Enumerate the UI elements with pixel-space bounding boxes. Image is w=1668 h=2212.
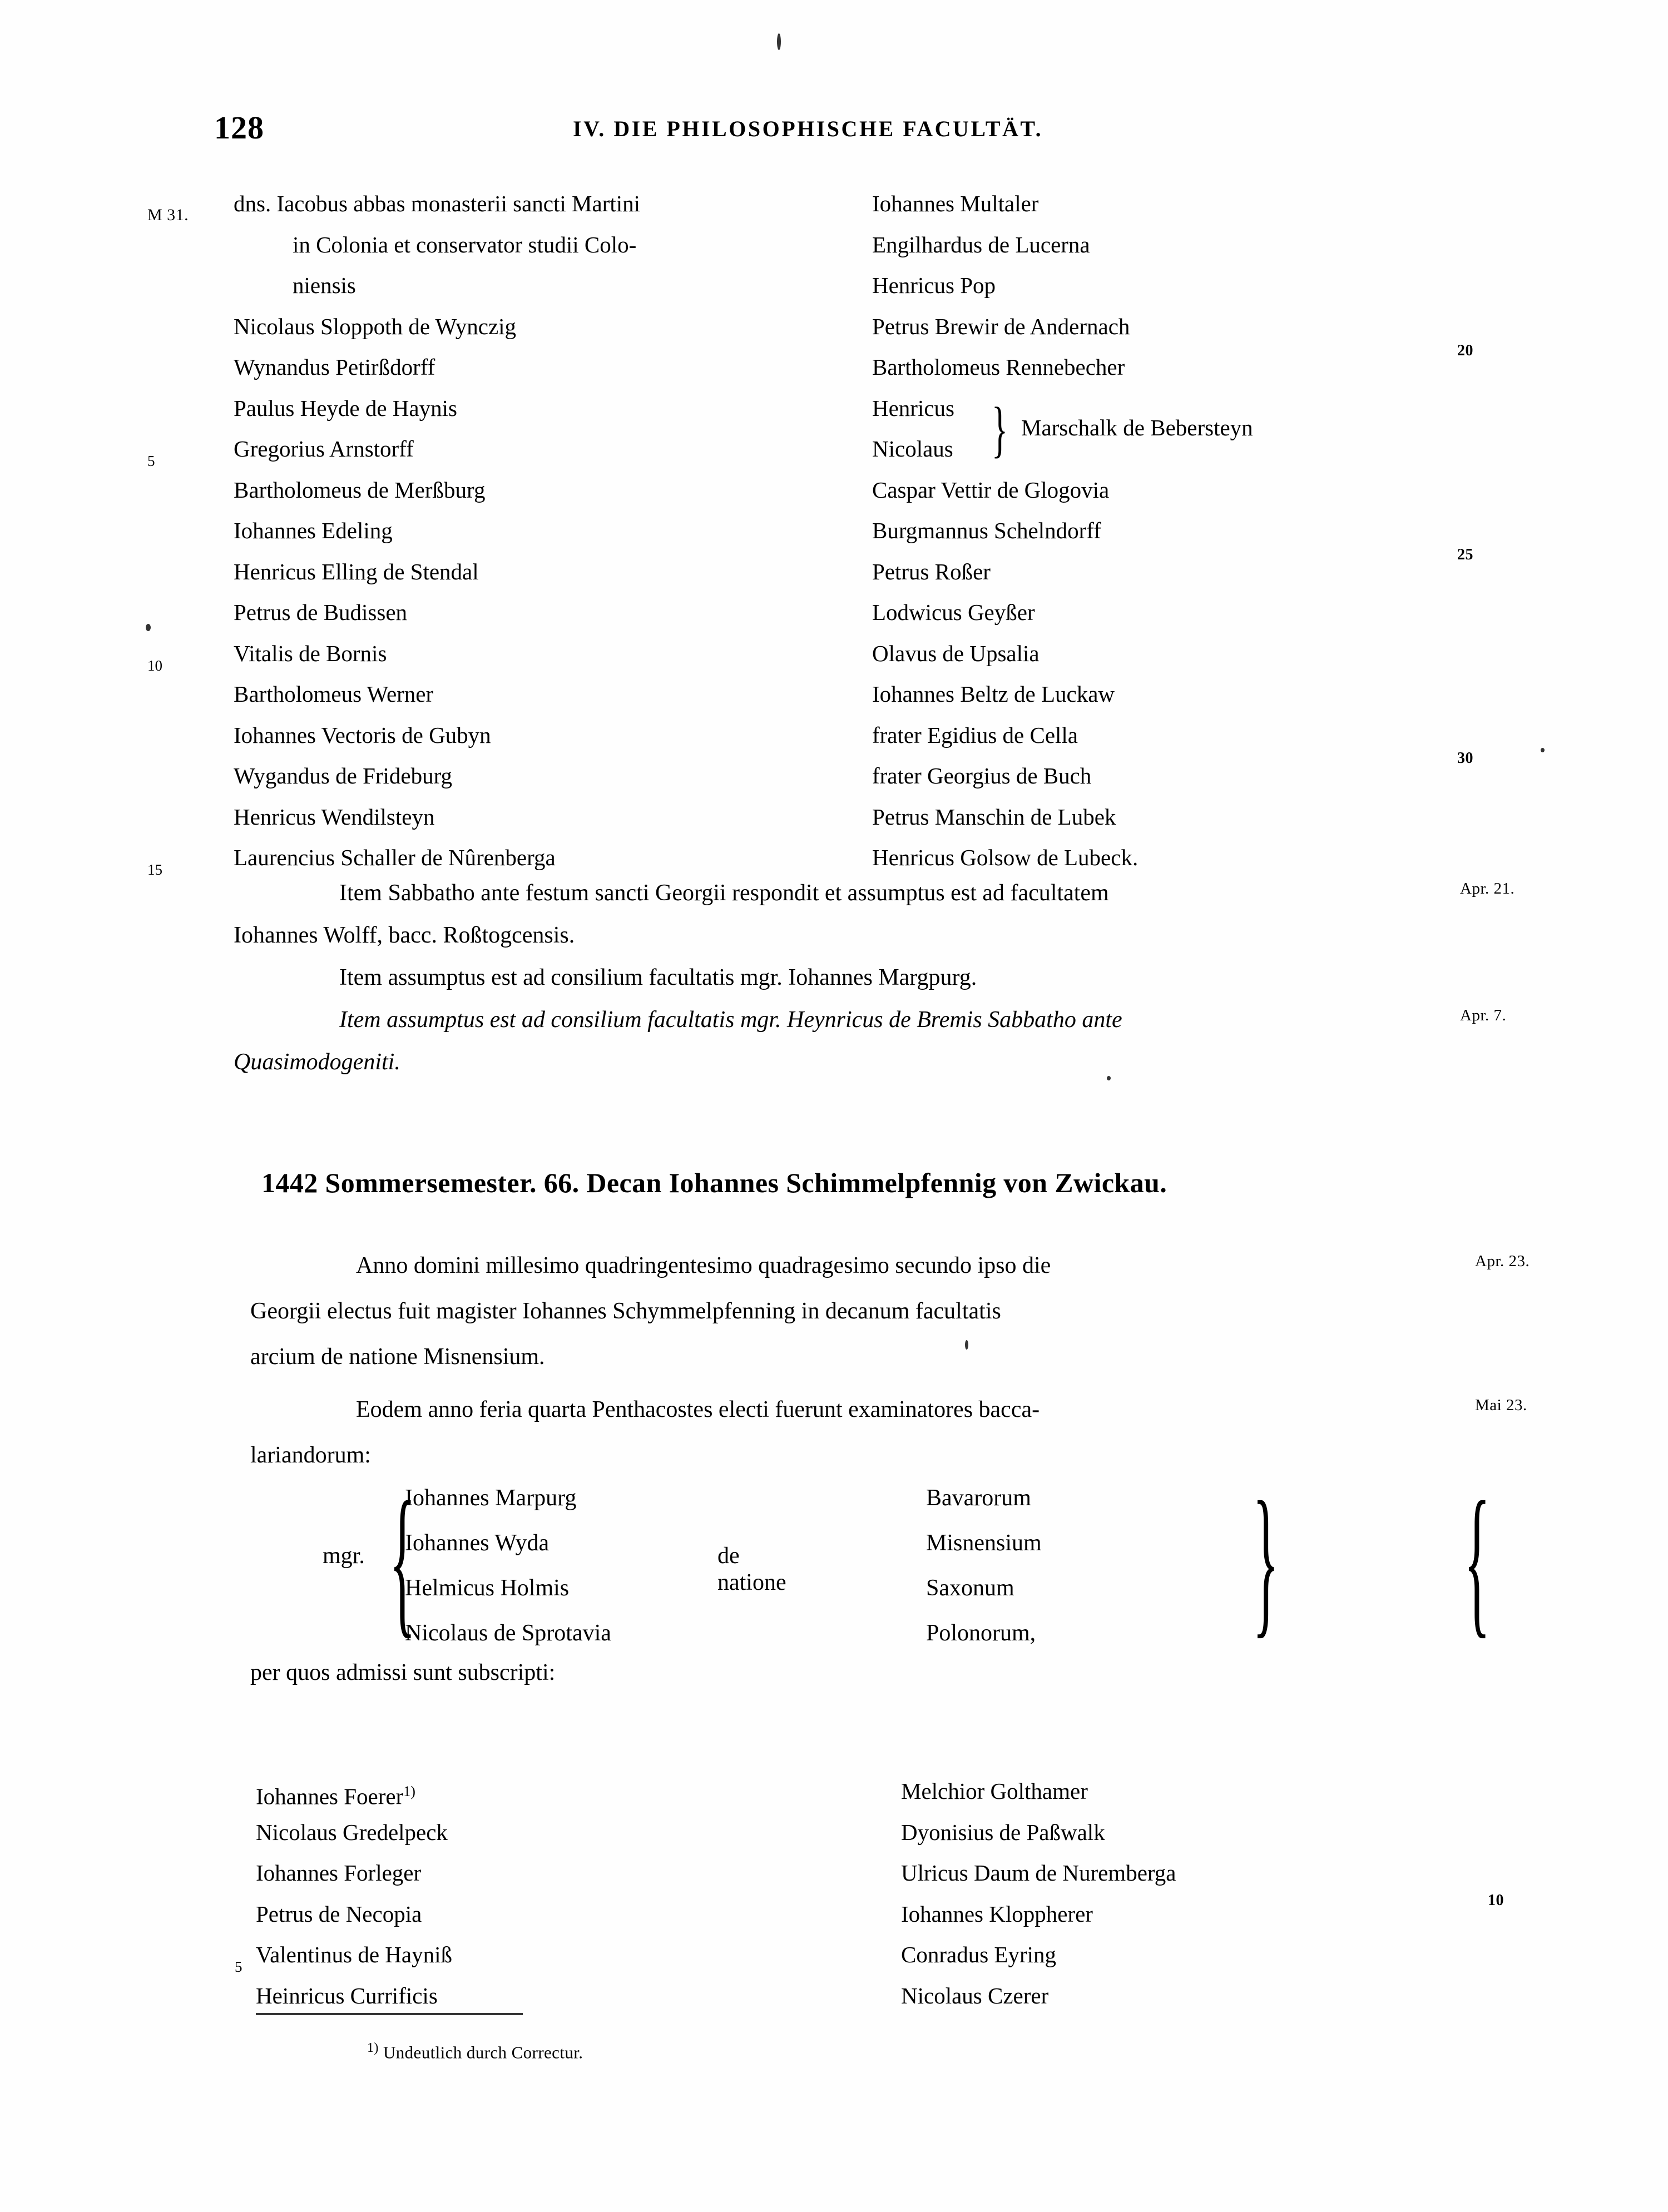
list-item-label: Bartholomeus Werner [234, 681, 434, 707]
list-item [872, 183, 1138, 225]
list-item [147, 183, 640, 225]
list-item [872, 306, 1138, 348]
list-item [872, 674, 1138, 715]
list-item-label: Laurencius Schaller de Nûrenberga [234, 845, 556, 870]
margin-line-number-25: 25 [1457, 546, 1473, 563]
paragraph-item-margpurg [234, 956, 1446, 999]
list-item-label: Burgmannus Schelndorff [872, 518, 1101, 543]
list-item [147, 633, 640, 674]
list-item-label: in Colonia et conservator studii Colo- [293, 231, 637, 257]
list-item-label: Iohannes Beltz de Luckaw [872, 681, 1115, 707]
nation-name: Saxonum [926, 1575, 1014, 1601]
list-item-label: Wynandus Petirßdorff [234, 354, 435, 380]
footnote-reference: 1) [403, 1783, 415, 1799]
brace-group-names [872, 388, 954, 470]
list-item-label: Iohannes Multaler [872, 191, 1039, 216]
list-item [872, 347, 1138, 388]
list-item-label: Henricus Wendilsteyn [234, 804, 435, 830]
curly-brace-open-icon: { [389, 1467, 416, 1652]
list-item [234, 756, 640, 797]
paragraph-text: Eodem anno feria quarta Penthacostes electi fuerunt examinatores bacca- [356, 1397, 1040, 1422]
paragraph-text: arcium de natione Misnensium. [250, 1344, 545, 1370]
list-item-label: Iohannes Foerer [256, 1783, 404, 1809]
list-item-label: Ulricus Daum de Nuremberga [901, 1860, 1176, 1886]
list-item-label: frater Georgius de Buch [872, 763, 1092, 788]
examiner-name: Iohannes Wyda [405, 1530, 550, 1556]
list-item [256, 1894, 452, 1935]
list-item [235, 1935, 452, 1976]
list-item-label: Bartholomeus de Merßburg [234, 477, 486, 503]
list-item [234, 797, 640, 838]
list-item [234, 225, 640, 266]
page-title: 1442 Sommersemester. 66. Decan Iohannes Schimmelpfennig von Zwickau. [261, 1167, 1167, 1198]
date-margin-apr-23: Apr. 23. [1475, 1252, 1530, 1270]
matriculation-list-left-column [147, 183, 640, 879]
list-item-label: Vitalis de Bornis [234, 640, 387, 666]
list-item [256, 1812, 452, 1853]
list-item-label: Iohannes Edeling [234, 518, 393, 543]
admitted-list-left-column [235, 1771, 452, 2016]
running-title: IV. DIE PHILOSOPHISCHE FACULTÄT. [573, 116, 1043, 141]
list-item-label: Iohannes Forleger [256, 1860, 422, 1886]
list-item [872, 633, 1138, 674]
list-item [901, 1771, 1176, 1812]
brace-group-surname: Marschalk de Bebersteyn [1021, 414, 1253, 440]
paragraph-item-heynricus-cont [234, 1041, 1446, 1083]
admitted-list-right-column [901, 1771, 1176, 2016]
footnote-mark: 1) [367, 2041, 379, 2055]
list-item [256, 1976, 452, 2017]
list-item-label: Caspar Vettir de Glogovia [872, 477, 1110, 503]
paragraph-text: Item assumptus est ad consilium facultatis mgr. Iohannes Margpurg. [339, 965, 977, 990]
list-item-label: Iohannes Vectoris de Gubyn [234, 722, 491, 748]
nation-name: Polonorum, [926, 1620, 1036, 1646]
examiners-de-natione-label: de natione [717, 1543, 786, 1595]
list-item-label: Henricus Elling de Stendal [234, 558, 479, 584]
examiners-nation-column [926, 1476, 1042, 1656]
list-item [901, 1935, 1176, 1976]
list-item [872, 715, 1138, 756]
paragraph-text: per quos admissi sunt subscripti: [250, 1660, 556, 1685]
list-item-label: Petrus Brewir de Andernach [872, 313, 1130, 339]
list-item [872, 225, 1138, 266]
list-item-label: Paulus Heyde de Haynis [234, 395, 457, 421]
ink-speck [146, 624, 151, 631]
paragraph-text: Georgii electus fuit magister Iohannes Schymmelpfenning in decanum facultatis [250, 1298, 1001, 1324]
list-item-label: Henricus Pop [872, 272, 996, 298]
list-item-label: Melchior Golthamer [901, 1778, 1088, 1804]
matriculation-list-right-column [872, 183, 1253, 879]
margin-line-number-30: 30 [1457, 750, 1473, 767]
list-item-label: niensis [293, 272, 356, 298]
list-item-label: Engilhardus de Lucerna [872, 231, 1090, 257]
list-item-label: Olavus de Upsalia [872, 640, 1040, 666]
examiner-name: Helmicus Holmis [405, 1575, 570, 1601]
list-item [234, 592, 640, 633]
line-number: 5 [235, 1958, 242, 1975]
page-number: 128 [214, 110, 264, 146]
list-item [234, 674, 640, 715]
list-item [872, 470, 1138, 511]
list-item [234, 306, 640, 348]
paragraph-text: Item assumptus est ad consilium facultatis mgr. Heynricus de Bremis Sabbatho ante [339, 1007, 1122, 1033]
footnote [367, 2041, 583, 2062]
paragraph-per-quos-admissi [250, 1651, 1441, 1694]
list-item [256, 1853, 452, 1894]
running-head [0, 109, 1668, 148]
nation-name: Bavarorum [926, 1485, 1031, 1511]
list-item-label: Gregorius Arnstorff [234, 436, 414, 462]
list-item-label: Iohannes Kloppherer [901, 1901, 1093, 1927]
paragraph-text: lariandorum: [250, 1442, 371, 1468]
line-number: 15 [147, 861, 162, 878]
list-item-label: Petrus Manschin de Lubek [872, 804, 1116, 830]
paragraph-anno-line1 [250, 1244, 1441, 1287]
curly-brace-icon: } [992, 394, 1008, 464]
date-margin-apr-7: Apr. 7. [1460, 1006, 1507, 1024]
list-item [147, 429, 640, 470]
examiners-name-column [405, 1476, 611, 1656]
list-item-label: Petrus Roßer [872, 558, 991, 584]
examiners-mgr-label: mgr. [323, 1543, 365, 1569]
list-item-label: Bartholomeus Rennebecher [872, 354, 1125, 380]
list-item-label: Conradus Eyring [901, 1942, 1056, 1967]
list-item [234, 265, 640, 306]
list-item-label: dns. Iacobus abbas monasterii sancti Martini [234, 191, 640, 216]
entry-mark: M 31. [147, 206, 189, 224]
list-item [901, 1812, 1176, 1853]
paragraph-text: Iohannes Wolff, bacc. Roßtogcensis. [234, 923, 575, 948]
list-item-label: Nicolaus Sloppoth de Wynczig [234, 313, 517, 339]
paragraph-anno-line2 [250, 1290, 1441, 1332]
list-item [872, 592, 1138, 633]
list-item [234, 552, 640, 593]
paragraph-text: Anno domini millesimo quadringentesimo quadragesimo secundo ipso die [356, 1253, 1051, 1278]
list-item-label: Petrus de Necopia [256, 1901, 422, 1927]
list-item [872, 265, 1138, 306]
curly-brace-close-icon: } [1253, 1467, 1279, 1652]
list-item [901, 1894, 1176, 1935]
ink-speck [777, 33, 781, 50]
examiner-name: Nicolaus de Sprotavia [405, 1620, 611, 1646]
list-item [234, 715, 640, 756]
brace-name-first: Henricus [872, 395, 955, 421]
list-item-label: Nicolaus Czerer [901, 1982, 1049, 2008]
list-item-label: Lodwicus Geyßer [872, 599, 1035, 625]
margin-line-number-20: 20 [1457, 342, 1473, 359]
date-margin-apr-21: Apr. 21. [1460, 880, 1515, 897]
list-item [872, 797, 1138, 838]
list-item-label: Valentinus de Hayniß [256, 1942, 452, 1967]
paragraph-text: Item Sabbatho ante festum sancti Georgii respondit et assumptus est ad facultatem [339, 880, 1109, 906]
list-item [872, 510, 1138, 552]
list-item [234, 470, 640, 511]
list-item [256, 1771, 452, 1812]
paragraph-item-sabbatho-cont [234, 914, 1446, 956]
footnote-text: Undeutlich durch Correctur. [383, 2042, 583, 2062]
line-number: 5 [147, 453, 155, 469]
margin-line-number-10: 10 [1488, 1892, 1504, 1909]
paragraph-item-heynricus [234, 999, 1446, 1041]
date-margin-mai-23: Mai 23. [1475, 1396, 1527, 1414]
line-number: 10 [147, 657, 162, 674]
list-item-label: Wygandus de Frideburg [234, 763, 453, 788]
footnote-rule [256, 2013, 523, 2015]
brace-group-marschalk [872, 388, 1253, 470]
curly-brace-open-nations-icon: { [1464, 1467, 1491, 1652]
list-item-label: frater Egidius de Cella [872, 722, 1078, 748]
list-item-label: Petrus de Budissen [234, 599, 408, 625]
list-item [872, 552, 1138, 593]
paragraph-anno-line3 [250, 1336, 1441, 1378]
brace-name-second: Nicolaus [872, 436, 953, 462]
list-item-label: Heinricus Currificis [256, 1982, 438, 2008]
list-item [234, 347, 640, 388]
ink-speck [1541, 748, 1545, 752]
list-item-label: Henricus Golsow de Lubeck. [872, 845, 1139, 870]
paragraph-item-sabbatho [234, 872, 1446, 914]
list-item-label: Dyonisius de Paßwalk [901, 1819, 1105, 1845]
paragraph-text: Quasimodogeniti. [234, 1049, 400, 1075]
list-item [234, 388, 640, 429]
list-item [901, 1976, 1176, 2017]
list-item [234, 510, 640, 552]
list-item-label: Nicolaus Gredelpeck [256, 1819, 448, 1845]
list-item [901, 1853, 1176, 1894]
examiner-name: Iohannes Marpurg [405, 1485, 577, 1511]
paragraph-eodem-line1 [250, 1388, 1441, 1431]
list-item [872, 756, 1138, 797]
nation-name: Misnensium [926, 1530, 1042, 1556]
